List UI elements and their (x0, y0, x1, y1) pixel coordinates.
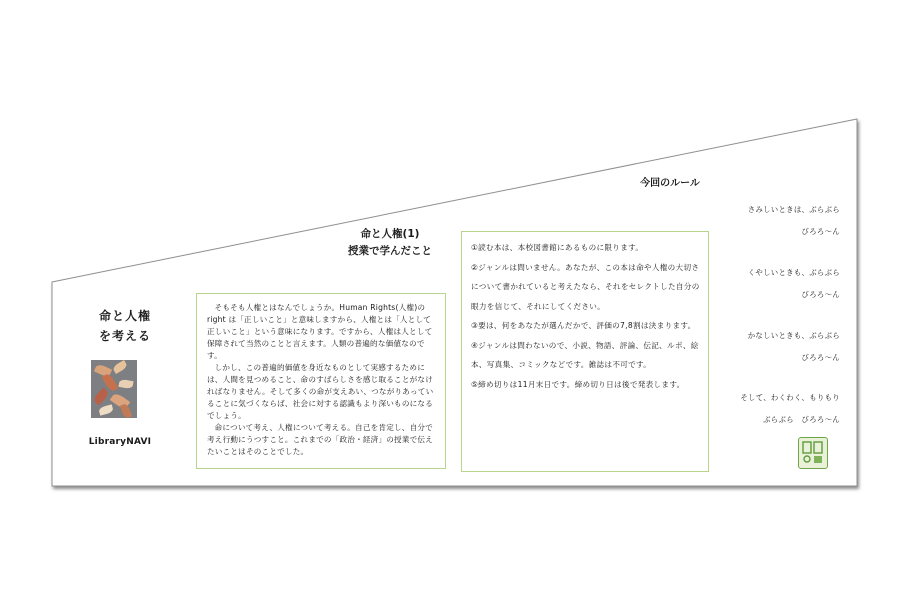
poem-line: そして、わくわく、もりもり (740, 393, 840, 402)
lesson-title (320, 226, 460, 260)
brand-label: LibraryNAVI (88, 437, 152, 447)
rule-item: ⑤締め切りは11月末日です。締め切り日は後で発表します。 (471, 379, 685, 389)
lesson-title-line2: 授業で学んだこと (348, 245, 432, 257)
poem-stanza (660, 325, 840, 369)
cover-title-line2: を考える (98, 329, 151, 343)
poem-line: ぶらぶら びろろ〜ん (763, 415, 840, 424)
poem-stanza (660, 199, 840, 243)
rule-item: ③要は、何をあなたが選んだかで、評価の7,8割は決まります。 (471, 321, 696, 330)
rule-item: ②ジャンルは問いません。あなたが、この本は命や人権の大切さについて書かれていると考えたなら、それをセレクトした自分の眼力を信じて、それにしてください。 (471, 262, 700, 311)
poem-line: びろろ〜ん (801, 290, 840, 299)
lesson-title-line1: 命と人権(1) (360, 228, 420, 240)
lesson-text-box (196, 293, 446, 469)
lesson-paragraph: しかし、この普遍的価値を身近なものとして実感するためには、人間を見つめること、命のすばらしさを感じ取ることがなければなりません。そして多くの命が支えあい、つながりあっていることに気づくならば、社会に対する認識もより深いものになるでしょう。 (207, 363, 434, 420)
lesson-paragraph: 命について考え、人権について考える。自己を肯定し、自分で考え行動にうつすこと。これまでの「政治・経済」の授業で伝えたいことはそのことでした。 (207, 423, 434, 456)
poem-line: びろろ〜ん (801, 227, 840, 236)
rule-item: ①読む本は、本校図書館にあるものに限ります。 (471, 243, 644, 252)
cover-title (80, 306, 170, 346)
autumn-leaves-photo (91, 360, 137, 418)
poem-line: くやしいときも、ぶらぶら (747, 268, 840, 277)
library-stamp-icon (798, 437, 828, 469)
poem-stanza (660, 387, 840, 431)
rules-title: 今回のルール (640, 178, 700, 189)
lesson-paragraph: そもそも人権とはなんでしょうか。Human Rights(人権)の right は「正しいこと」と意味しますから、人権とは「人として正しいこと」という意味になります。ですから、人権は人として保障されて当然のことと言えます。人類の普遍的な価値なのです。 (207, 303, 433, 360)
poem-line: さみしいときは、ぶらぶら (747, 205, 840, 214)
poem-line: かなしいときも、ぶらぶら (747, 331, 840, 340)
poem-line: びろろ〜ん (801, 353, 840, 362)
poem-stanza (660, 262, 840, 306)
cover-title-line1: 命と人権 (98, 309, 151, 323)
rule-item: ④ジャンルは問わないので、小説、物語、評論、伝記、ルポ、絵本、写真集、コミックなどです。雑誌は不可です。 (471, 340, 699, 369)
